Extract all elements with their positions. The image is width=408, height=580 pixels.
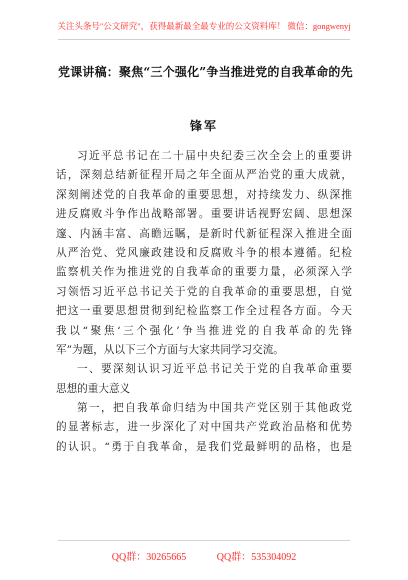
body-line: 思想的重大意义 [56, 382, 131, 395]
header-divider [58, 39, 350, 40]
body-line: 一、要深刻认识习近平总书记关于党的自我革命重要 [77, 363, 352, 376]
footer-divider [58, 540, 350, 541]
document-title-line-1: 党课讲稿：聚焦“三个强化”争当推进党的自我革命的先 [58, 65, 353, 79]
body-line: 把这一重要思想贯彻到纪检监察工作全过程各方面。今天 [56, 305, 352, 318]
body-line: 习领悟习近平总书记关于党的自我革命的重要思想，自觉 [56, 285, 352, 298]
footer-qq-group-2: QQ群：535304092 [216, 552, 297, 563]
document-body [56, 147, 352, 457]
body-line: 深刻阐述党的自我革命的重要思想，对持续发力、纵深推 [56, 188, 352, 201]
body-line: 从严治党、党风廉政建设和反腐败斗争的根本遵循。纪检 [56, 246, 352, 259]
body-line: 进反腐败斗争作出战略部署。重要讲话视野宏阔、思想深 [56, 208, 352, 221]
body-line: 话，深刻总结新征程开局之年全面从严治党的重大成就， [56, 169, 352, 182]
document-title-line-2: 锋军 [189, 119, 218, 133]
body-line: 邃、内涵丰富、高瞻远瞩，是新时代新征程深入推进全面 [56, 227, 352, 240]
body-line: 军”为题，从以下三个方面与大家共同学习交流。 [56, 343, 284, 356]
body-line: 的显著标志，进一步深化了对中国共产党政治品格和优势 [56, 421, 352, 434]
footer-qq-group-1: QQ群：30265665 [111, 552, 187, 563]
body-line: 我以“聚焦‘三个强化’争当推进党的自我革命的先锋 [56, 324, 352, 337]
body-line: 监察机关作为推进党的自我革命的重要力量，必须深入学 [56, 266, 352, 279]
body-line: 第一，把自我革命归结为中国共产党区别于其他政党 [77, 402, 352, 415]
footer [0, 548, 408, 563]
body-line: 习近平总书记在二十届中央纪委三次全会上的重要讲 [77, 150, 352, 162]
body-line: 的认识。“勇于自我革命，是我们党最鲜明的品格，也是 [56, 440, 352, 453]
header-banner: 关注头条号"公文研究"，获得最新最全最专业的公文资料库！ 微信：gongwenyj [57, 21, 351, 31]
